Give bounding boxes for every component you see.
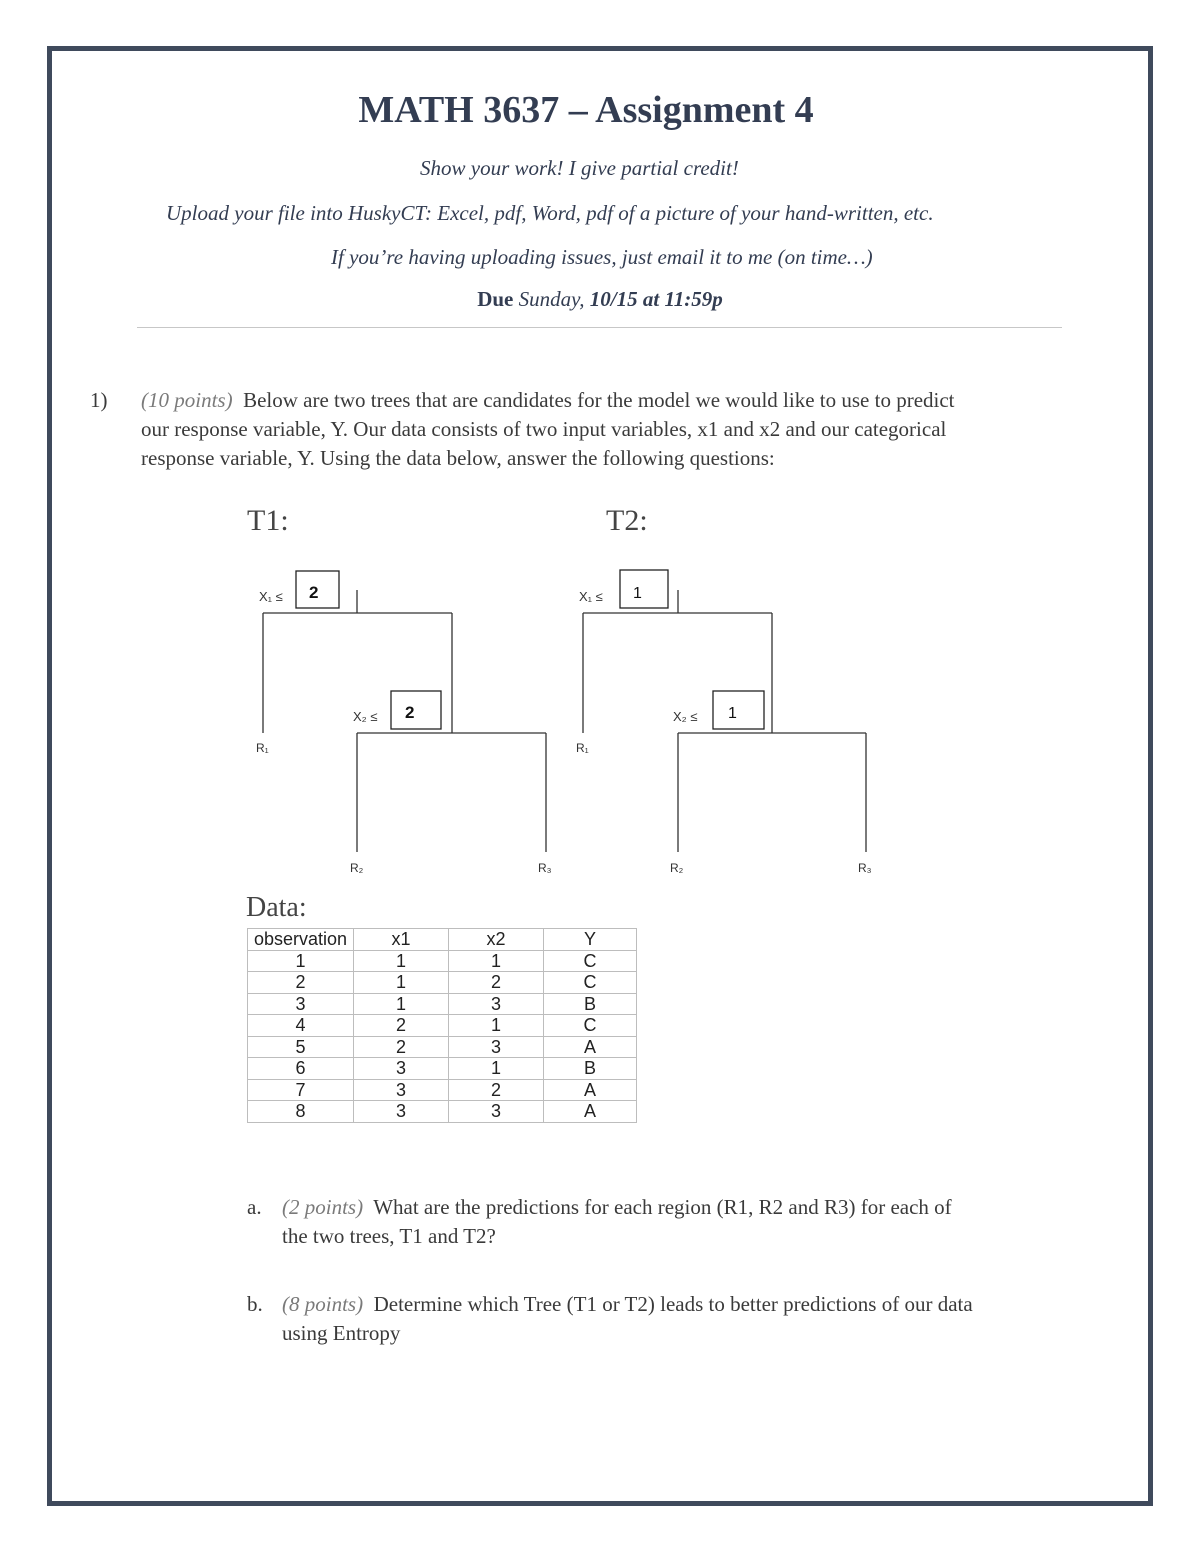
- t2-region-2: R₂: [670, 861, 684, 875]
- cell: 1: [449, 1015, 544, 1037]
- table-row: [248, 1015, 637, 1037]
- table-row: [248, 972, 637, 994]
- cell: 3: [449, 993, 544, 1015]
- table-row: [248, 1079, 637, 1101]
- t1-split1-var: X₁ ≤: [259, 589, 283, 604]
- tree-t2: [583, 570, 866, 852]
- cell: 1: [248, 950, 354, 972]
- due-day: Sunday,: [518, 287, 585, 311]
- question-line-3: response variable, Y. Using the data below, answer the following questions:: [141, 446, 775, 470]
- due-time: 10/15 at 11:59p: [589, 287, 723, 311]
- t2-split2-var: X₂ ≤: [673, 709, 698, 724]
- cell: 7: [248, 1079, 354, 1101]
- col-header-x2: x2: [449, 929, 544, 951]
- cell: 3: [354, 1058, 449, 1080]
- part-b-line-1: Determine which Tree (T1 or T2) leads to better predictions of our data: [373, 1292, 973, 1316]
- tree-label-t1: T1:: [247, 504, 289, 537]
- data-heading: Data:: [246, 892, 307, 923]
- cell: 2: [354, 1015, 449, 1037]
- cell: 3: [449, 1101, 544, 1123]
- question-line-1: Below are two trees that are candidates for the model we would like to use to predict: [243, 388, 955, 412]
- split-box-t2-root: [620, 570, 668, 608]
- split-box-t2-node2: [713, 691, 764, 729]
- tree-label-t2: T2:: [606, 504, 648, 537]
- cell: B: [544, 1058, 637, 1080]
- cell: 6: [248, 1058, 354, 1080]
- instruction-line-1: Show your work! I give partial credit!: [420, 156, 739, 180]
- t2-split1-value: 1: [633, 585, 642, 602]
- table-row: [248, 950, 637, 972]
- table-row: [248, 1058, 637, 1080]
- table-row: [248, 1036, 637, 1058]
- cell: 1: [354, 950, 449, 972]
- table-header-row: [248, 929, 637, 951]
- part-a-text: [282, 1193, 952, 1251]
- cell: C: [544, 1015, 637, 1037]
- cell: B: [544, 993, 637, 1015]
- page-title: MATH 3637 – Assignment 4: [358, 89, 814, 131]
- t1-region-2: R₂: [350, 861, 364, 875]
- t1-region-3: R₃: [538, 861, 552, 875]
- cell: 8: [248, 1101, 354, 1123]
- cell: 2: [354, 1036, 449, 1058]
- t1-region-1: R₁: [256, 741, 269, 755]
- part-a-letter: a.: [247, 1195, 262, 1219]
- part-b-letter: b.: [247, 1292, 263, 1316]
- due-label: Due: [477, 287, 514, 311]
- data-table: [247, 928, 637, 1123]
- col-header-x1: x1: [354, 929, 449, 951]
- question-line-2: our response variable, Y. Our data consists of two input variables, x1 and x2 and our categorical: [141, 417, 947, 441]
- cell: A: [544, 1079, 637, 1101]
- cell: 3: [354, 1079, 449, 1101]
- cell: 1: [354, 993, 449, 1015]
- part-b-line-2: using Entropy: [282, 1321, 401, 1345]
- table-row: [248, 1101, 637, 1123]
- t1-split1-value: 2: [309, 583, 319, 602]
- question-points: (10 points): [141, 388, 233, 412]
- cell: 2: [449, 1079, 544, 1101]
- part-b-text: [282, 1290, 973, 1348]
- t2-split1-var: X₁ ≤: [579, 589, 603, 604]
- col-header-observation: observation: [248, 929, 354, 951]
- cell: 3: [449, 1036, 544, 1058]
- cell: 1: [449, 1058, 544, 1080]
- instruction-line-2: Upload your file into HuskyCT: Excel, pdf, Word, pdf of a picture of your hand-written, etc.: [166, 201, 934, 225]
- part-a-points: (2 points): [282, 1195, 364, 1219]
- cell: A: [544, 1101, 637, 1123]
- cell: 2: [449, 972, 544, 994]
- t1-split2-var: X₂ ≤: [353, 709, 378, 724]
- cell: 2: [248, 972, 354, 994]
- cell: 3: [354, 1101, 449, 1123]
- cell: C: [544, 950, 637, 972]
- t2-split2-value: 1: [728, 705, 737, 722]
- cell: 1: [354, 972, 449, 994]
- part-a-line-2: the two trees, T1 and T2?: [282, 1224, 496, 1248]
- part-a-line-1: What are the predictions for each region (R1, R2 and R3) for each of: [373, 1195, 952, 1219]
- col-header-y: Y: [544, 929, 637, 951]
- question-number: 1): [90, 388, 108, 412]
- table-row: [248, 993, 637, 1015]
- cell: 5: [248, 1036, 354, 1058]
- cell: C: [544, 972, 637, 994]
- instruction-line-3: If you’re having uploading issues, just email it to me (on time…): [331, 245, 873, 269]
- t1-split2-value: 2: [405, 703, 415, 722]
- split-box-t1-node2: [391, 691, 441, 729]
- cell: A: [544, 1036, 637, 1058]
- t2-region-1: R₁: [576, 741, 589, 755]
- part-b-points: (8 points): [282, 1292, 364, 1316]
- cell: 1: [449, 950, 544, 972]
- cell: 3: [248, 993, 354, 1015]
- cell: 4: [248, 1015, 354, 1037]
- t2-region-3: R₃: [858, 861, 872, 875]
